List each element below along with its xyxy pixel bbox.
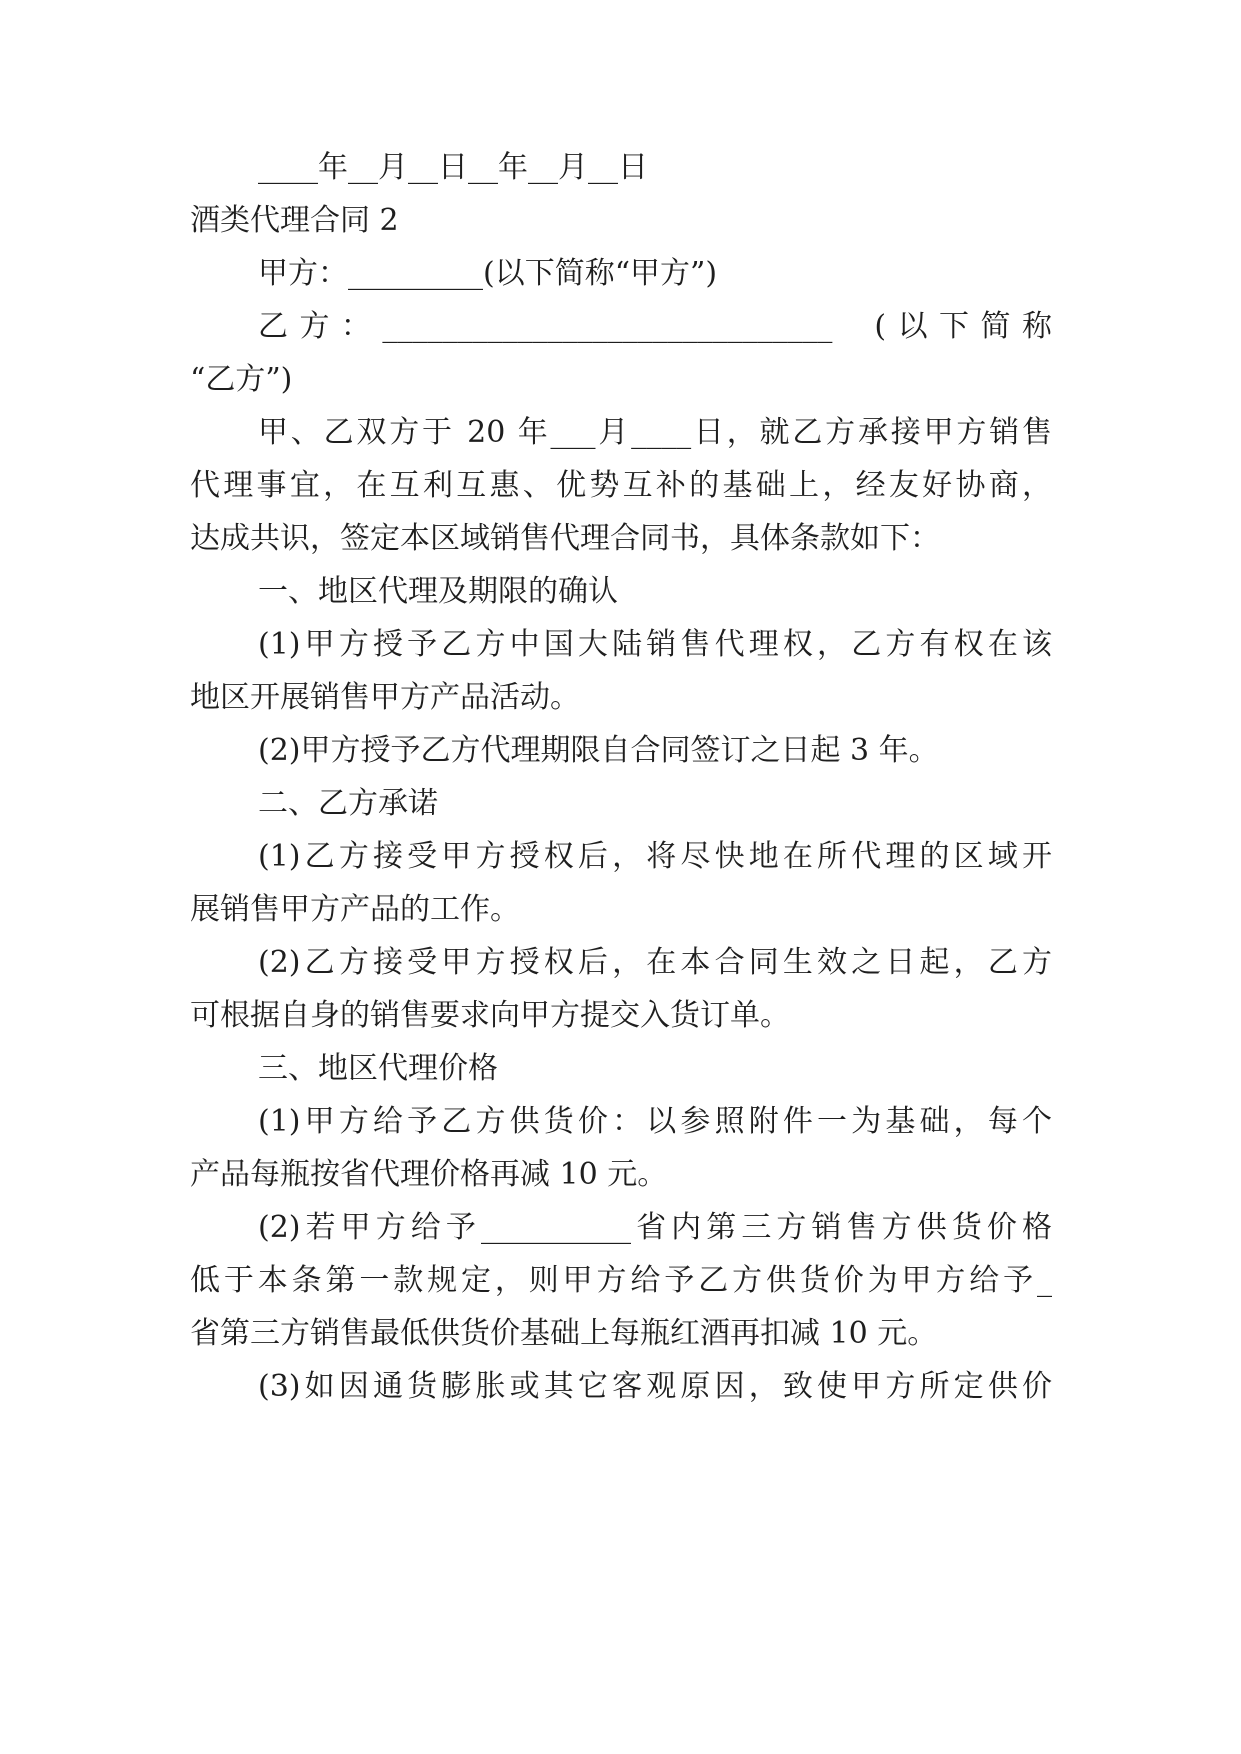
clause-line: (2)乙方接受甲方授权后，在本合同生效之日起，乙方 [258, 945, 1052, 980]
clause-line: (3)如因通货膨胀或其它客观原因，致使甲方所定供价 [258, 1369, 1052, 1404]
clause-line: 省第三方销售最低供货价基础上每瓶红酒再扣减 10 元。 [190, 1316, 938, 1351]
section-heading: 三、地区代理价格 [258, 1051, 498, 1086]
clause-line: 产品每瓶按省代理价格再减 10 元。 [190, 1157, 668, 1192]
clause-line: (1)乙方接受甲方授权后，将尽快地在所代理的区域开 [258, 839, 1052, 874]
clause-line: 低于本条第一款规定，则甲方给予乙方供货价为甲方给予_ [190, 1263, 1052, 1298]
section-heading: 二、乙方承诺 [258, 786, 438, 821]
clause-line: (2)甲方授予乙方代理期限自合同签订之日起 3 年。 [258, 733, 939, 768]
clause-line: 地区开展销售甲方产品活动。 [190, 680, 580, 715]
party-b-line-cont: “乙方”) [190, 362, 293, 397]
clause-line: (1)甲方授予乙方中国大陆销售代理权，乙方有权在该 [258, 627, 1052, 662]
intro-line: 代理事宜，在互利互惠、优势互补的基础上，经友好协商， [190, 468, 1052, 503]
party-a-line: 甲方：_________(以下简称“甲方”) [258, 256, 718, 291]
date-line: ____年__月__日__年__月__日 [258, 150, 648, 185]
party-b-line: 乙方：______________________________ (以下简称 [258, 309, 1052, 344]
clause-line: 展销售甲方产品的工作。 [190, 892, 520, 927]
intro-line: 甲、乙双方于 20 年___月____日，就乙方承接甲方销售 [258, 415, 1052, 450]
document-title: 酒类代理合同 2 [190, 203, 399, 238]
section-heading: 一、地区代理及期限的确认 [258, 574, 618, 609]
clause-line: (2)若甲方给予__________省内第三方销售方供货价格 [258, 1210, 1052, 1245]
clause-line: (1)甲方给予乙方供货价：以参照附件一为基础，每个 [258, 1104, 1052, 1139]
intro-line: 达成共识，签定本区域销售代理合同书，具体条款如下： [190, 521, 940, 556]
clause-line: 可根据自身的销售要求向甲方提交入货订单。 [190, 998, 790, 1033]
